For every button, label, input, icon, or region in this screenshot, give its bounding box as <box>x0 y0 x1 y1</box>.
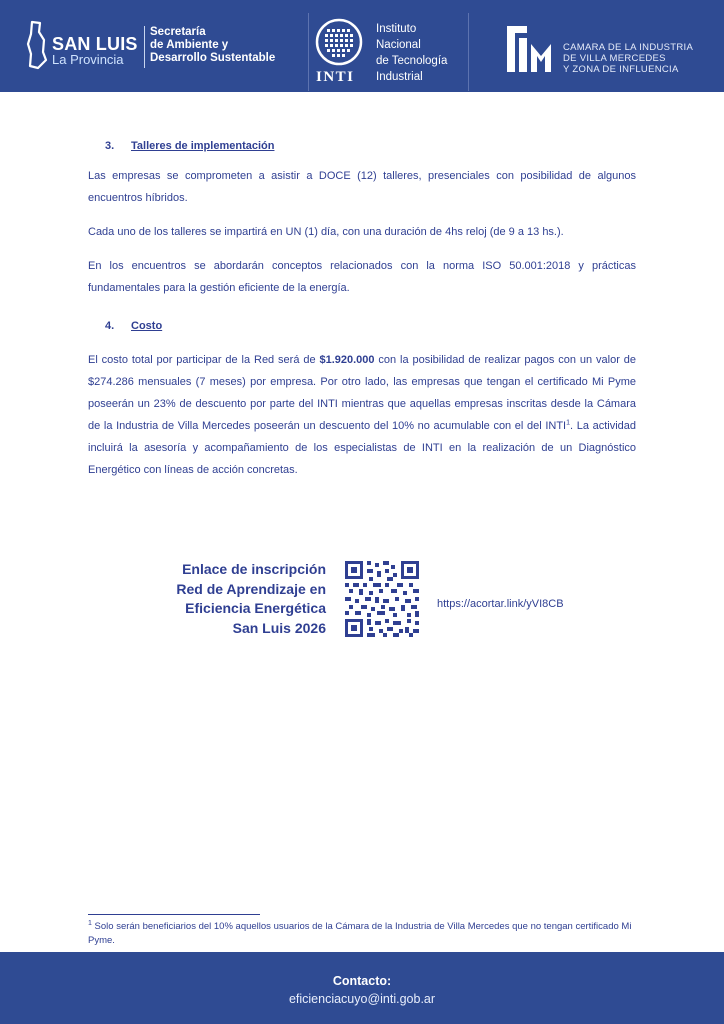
registration-block <box>150 558 600 648</box>
san-luis-department: Secretaría de Ambiente y Desarrollo Sustentable <box>150 26 276 64</box>
registration-link[interactable]: https://acortar.link/yVI8CB <box>437 598 564 610</box>
section-number: 4. <box>105 320 115 332</box>
san-luis-name: SAN LUIS <box>52 34 138 54</box>
san-luis-map-icon <box>26 20 48 70</box>
footnote-reference: 1 <box>566 419 571 427</box>
document-body <box>88 135 636 493</box>
divider <box>308 13 309 91</box>
contact-label: Contacto: <box>332 974 392 988</box>
paragraph: Las empresas se comprometen a asistir a DOCE (12) talleres, presenciales con posibilidad de algunos encuentros híbridos. <box>88 170 636 204</box>
section-number: 3. <box>105 140 115 152</box>
page-footer <box>0 952 724 1024</box>
cost-paragraph: El costo total por participar de la Red será de $1.920.000 con la posibilidad de realizar pagos con un valor de $274.286 mensuales (7 meses) por empresa. Por otro lado, las empresas que tengan el certificado Mi Pyme poseerán un 23% de descuento por parte del INTI mientras que aquellas empresas inscritas desde la Cámara de la Industria de Villa Mercedes poseerán un descuento del 10% no acumulable con el del INTI$^1$. La actividad incluirá la asesoría y acompañamiento de los especialistas de INTI en la realización de un Diagnóstico Energético con líneas de acción concretas. <box>88 354 636 476</box>
inti-acronym: INTI <box>316 69 355 85</box>
footnote-divider <box>88 914 260 915</box>
divider <box>144 26 145 68</box>
qr-code-icon[interactable] <box>345 561 419 637</box>
paragraph: Cada uno de los talleres se impartirá en UN (1) día, con una duración de 4hs reloj (de 9 a 13 hs.). <box>88 226 564 238</box>
camara-name: CAMARA DE LA INDUSTRIA DE VILLA MERCEDES Y ZONA DE INFLUENCIA <box>563 42 694 75</box>
paragraph: En los encuentros se abordarán conceptos relacionados con la norma ISO 50.001:2018 y prácticas fundamentales para la gestión eficiente de la energía. <box>88 260 636 294</box>
camara-mark-icon <box>505 22 559 76</box>
inti-globe-icon <box>314 17 364 67</box>
divider <box>468 13 469 91</box>
contact-email[interactable]: eficienciacuyo@inti.gob.ar <box>288 992 436 1006</box>
registration-title: Enlace de inscripción Red de Aprendizaje en Eficiencia Energética San Luis 2026 <box>176 561 326 636</box>
section-title: Talleres de implementación <box>131 140 275 152</box>
san-luis-logo <box>26 20 296 72</box>
section-title: Costo <box>131 320 163 332</box>
san-luis-subtitle: La Provincia <box>52 52 124 67</box>
camara-logo <box>505 22 715 78</box>
section-heading <box>105 315 636 337</box>
page-header <box>0 0 724 92</box>
inti-full-name: Instituto Nacional de Tecnología Industrial <box>376 23 448 83</box>
cost-amount: $1.920.000 <box>319 354 375 366</box>
inti-logo <box>308 13 478 88</box>
section-heading <box>105 135 636 157</box>
footnote-marker: 1 <box>88 919 92 927</box>
footnote: $^1$ Solo serán beneficiarios del 10% aquellos usuarios de la Cámara de la Industria de Villa Mercedes que no tengan certificado Mi Pyme. <box>88 919 632 946</box>
